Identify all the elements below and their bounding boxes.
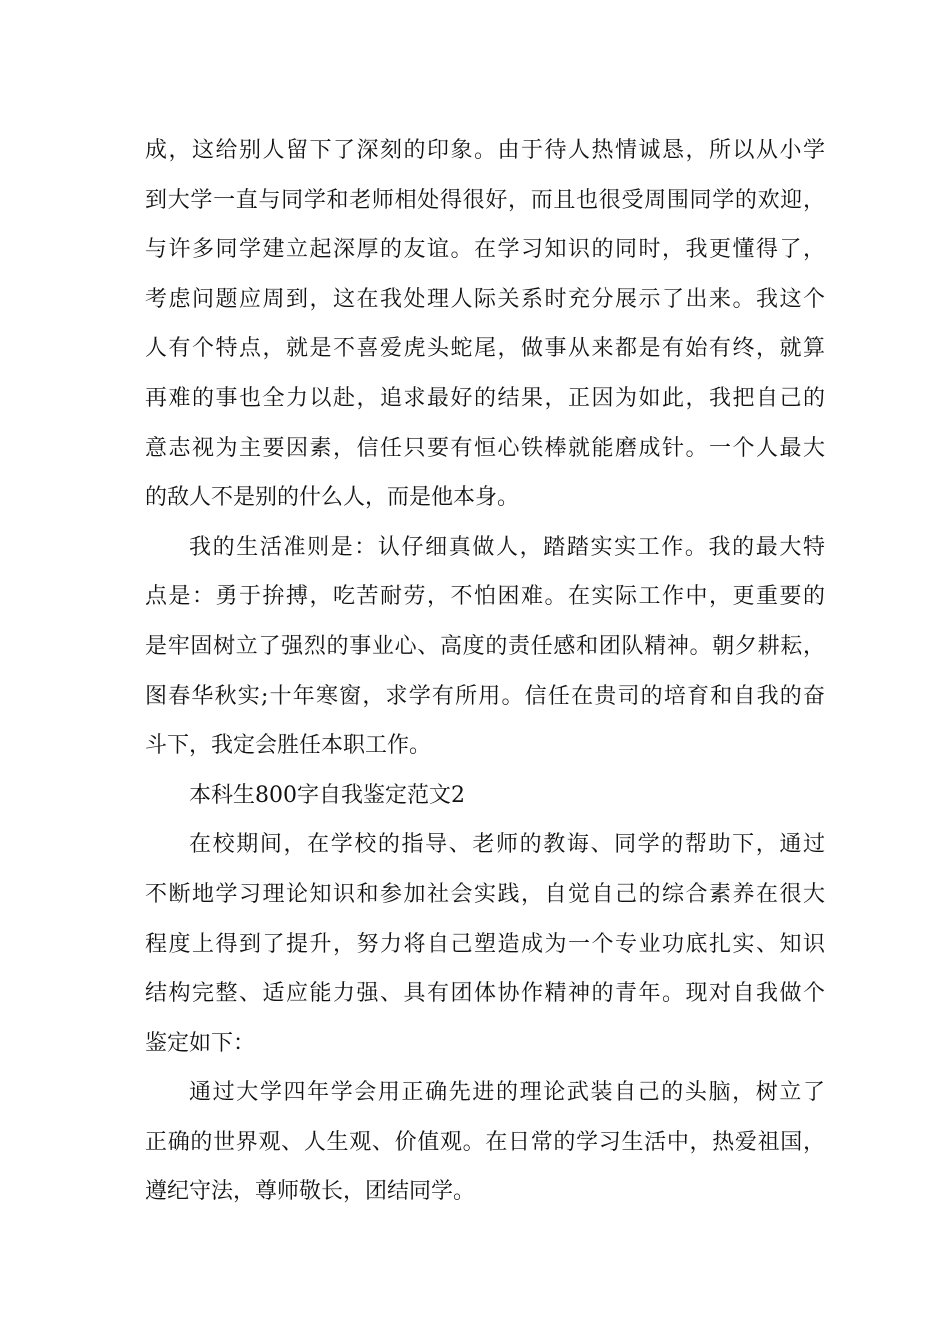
text-line: 考虑问题应周到，这在我处理人际关系时充分展示了出来。我这个 xyxy=(145,286,825,312)
text-line: 结构完整、适应能力强、具有团体协作精神的青年。现对自我做个 xyxy=(145,981,825,1007)
text-line: 鉴定如下： xyxy=(145,1030,256,1056)
text-line: 图春华秋实;十年寒窗，求学有所用。信任在贵司的培育和自我的奋 xyxy=(145,683,825,709)
text-line: 程度上得到了提升，努力将自己塑造成为一个专业功底扎实、知识 xyxy=(145,931,825,957)
text-line: 点是：勇于拚搏，吃苦耐劳，不怕困难。在实际工作中，更重要的 xyxy=(145,584,825,610)
text-line: 人有个特点，就是不喜爱虎头蛇尾，做事从来都是有始有终，就算 xyxy=(145,336,825,362)
text-line: 我的生活准则是：认仔细真做人，踏踏实实工作。我的最大特 xyxy=(189,534,825,560)
paragraph-4 xyxy=(145,1068,825,1217)
text-line: 再难的事也全力以赴，追求最好的结果，正因为如此，我把自己的 xyxy=(145,385,825,411)
document-body xyxy=(145,126,825,1217)
paragraph-3 xyxy=(145,820,825,1068)
text-line: 遵纪守法，尊师敬长，团结同学。 xyxy=(145,1179,476,1205)
text-line: 的敌人不是别的什么人，而是他本身。 xyxy=(145,485,520,511)
text-line: 正确的世界观、人生观、价值观。在日常的学习生活中，热爱祖国， xyxy=(145,1129,825,1155)
paragraph-2 xyxy=(145,523,825,771)
text-line: 到大学一直与同学和老师相处得很好，而且也很受周围同学的欢迎， xyxy=(145,187,825,213)
text-line: 通过大学四年学会用正确先进的理论武装自己的头脑，树立了 xyxy=(189,1080,825,1106)
text-line: 意志视为主要因素，信任只要有恒心铁棒就能磨成针。一个人最大 xyxy=(145,435,825,461)
paragraph-1 xyxy=(145,126,825,523)
text-line: 与许多同学建立起深厚的友谊。在学习知识的同时，我更懂得了， xyxy=(145,237,825,263)
text-line: 斗下，我定会胜任本职工作。 xyxy=(145,733,432,759)
section-heading: 本科生800字自我鉴定范文2 xyxy=(189,782,465,808)
text-line: 是牢固树立了强烈的事业心、高度的责任感和团队精神。朝夕耕耘， xyxy=(145,633,825,659)
text-line: 不断地学习理论知识和参加社会实践，自觉自己的综合素养在很大 xyxy=(145,881,825,907)
text-line: 成，这给别人留下了深刻的印象。由于待人热情诚恳，所以从小学 xyxy=(145,138,825,163)
text-line: 在校期间，在学校的指导、老师的教诲、同学的帮助下，通过 xyxy=(189,832,825,858)
